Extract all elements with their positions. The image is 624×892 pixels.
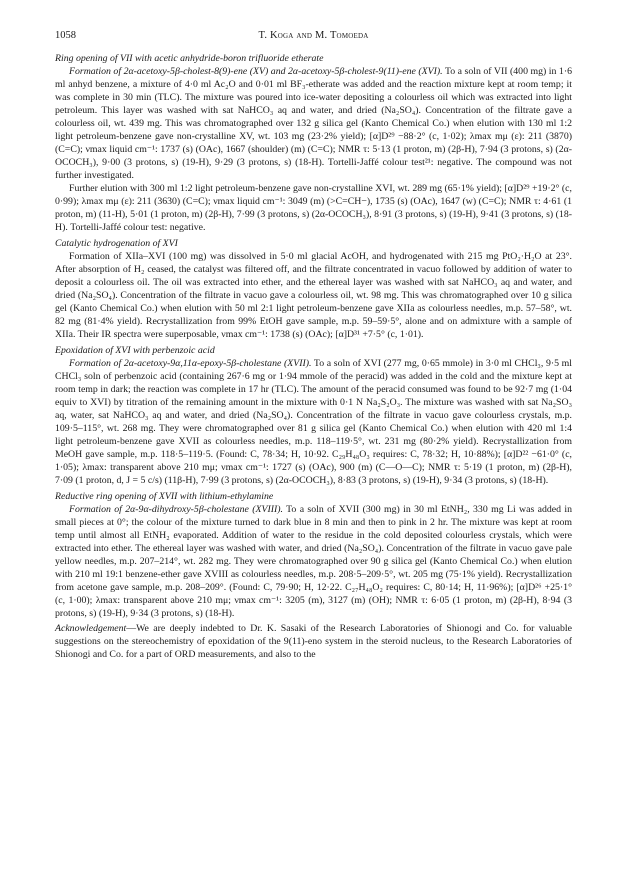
running-head [55,30,572,46]
acknowledgement [55,622,572,661]
section-title-hydrogenation: Catalytic hydrogenation of XVI [55,238,178,249]
page-number: 1058 [55,30,76,41]
running-head-authors: T. Koga and M. Tomoeda [258,30,369,41]
paragraph-lead: Formation of 2α-acetoxy-9α,11α-epoxy-5β-cholestane (XVII). [69,358,312,369]
paragraph-lead: Formation of 2α-9α-dihydroxy-5β-cholestane (XVIII). [69,504,283,515]
paragraph-epoxidation [55,357,572,487]
section-title-ring-opening: Ring opening of VII with acetic anhydride-boron trifluoride etherate [55,53,324,64]
paragraph-body: Further elution with 300 ml 1:2 light petroleum-benzene gave non-crystalline XVI, wt. 289 mg (65·1% yield); [α]D²⁹ +19·2° (c, 0·99); λmax mμ (ε): 211 (3630) (C=C); νmax liquid cm⁻¹: 3049 (m) (>C=CH−), 1735 (s) (OAc), 1647 (w) (C=C); NMR τ: 4·61 (1 proton, m) (11-H), 5·01 (1 proton, m) (2β-H), 7·99 (3 protons, s) (2α-OCOCH₃), 8·91 (3 protons, s) (19-H), 9·41 (3 protons, s) (18-H). Tortelli-Jaffé colour test: negative. [55,183,572,233]
paragraph-hydrogenation [55,250,572,341]
paragraph-body: Formation of XIIa–XVI (100 mg) was dissolved in 5·0 ml glacial AcOH, and hydrogenated with 215 mg PtO₂·H₂O at 23°. After absorption of H₂ ceased, the catalyst was filtered off, and the filtrate concentrated in vacuo followed by addition of water to deposit a colourless oil. The oil was extracted into ether, and the ethereal layer was washed with sat NaHCO₃ aq and water, and dried (Na₂SO₄). Concentration of the filtrate in vacuo gave a colourless oil, wt. 98 mg. This was chromatographed over 10 g silica gel (Kanto Chemical Co.) when elution with 50 ml 2:1 light petroleum-benzene gave XIIa as colourless needles, m.p. 57–58°, wt. 82 mg (81·4% yield). Recrystallization from 99% EtOH gave sample, m.p. 59–59·5°, alone and on admixture with a sample of XIIa. Their IR spectra were superposable, νmax cm⁻¹: 1738 (s) (OAc); [α]D³¹ +7·5° (c, 1·01). [55,251,572,340]
paragraph-xv-xvi [55,65,572,182]
section-title-epoxidation: Epoxidation of XVI with perbenzoic acid [55,345,215,356]
paragraph-body: To a soln of XVI (277 mg, 0·65 mmole) in 3·0 ml CHCl₃, 9·5 ml CHCl₃ soln of perbenzoic acid (containing 267·6 mg or 1·94 mmole of the peracid) was added in the cold and the mixture kept at room temp in dark; the reaction was complete in 17 hr (TLC). The amount of the peracid consumed was found to be 92·7 mg (1·04 equiv to XVI) by titration of the remaining amount in the mixture with 0·1 N Na₂S₂O₃. The mixture was washed with sat Na₂SO₃ aq, water, sat NaHCO₃ aq and water, and dried (Na₂SO₄). Concentration of the filtrate in vacuo gave colourless crystals, m.p. 109·5–115°, wt. 268 mg. They were chromatographed over 81 g silica gel (Kanto Chemical Co.) when elution with 420 ml 1:4 light petroleum-benzene gave XVII as colourless needles, m.p. 118–119·5°, wt. 231 mg (80·2% yield). Recrystallization from MeOH gave sample, m.p. 118·5–119·5. (Found: C, 78·34; H, 10·92. C₂₉H₄₈O₃ requires: C, 78·32; H, 10·88%); [α]D²² −61·0° (c, 1·05); λmax: transparent above 210 mμ; νmax cm⁻¹: 1727 (s) (OAc), 900 (m) (C—O—C); NMR τ: 5·19 (1 proton, m) (2β-H), 7·09 (1 proton, d, J = 5 c/s) (11β-H), 7·99 (3 protons, s) (2α-OCOCH₃), 8·83 (3 protons, s) (19-H), 9·34 (3 protons, s) (18-H). [55,358,572,486]
paragraph-lead: Formation of 2α-acetoxy-5β-cholest-8(9)-ene (XV) and 2α-acetoxy-5β-cholest-9(11)-ene (XVI). [69,66,443,77]
paragraph-body: To a soln of VII (400 mg) in 1·6 ml anhyd benzene, a mixture of 4·0 ml Ac₂O and 0·01 ml BF₃-etherate was added and the reaction mixture kept at room temp; it was complete in 30 min (TLC). The mixture was poured into ice-water depositing a colourless oil which was extracted into light petroleum. This layer was washed with sat NaHCO₃ aq and water, and dried (Na₂SO₄). Concentration of the filtrate gave a colourless oil, wt. 439 mg. This was chromatographed over 132 g silica gel (Kanto Chemical Co.) when elution with 130 ml 1:2 light petroleum-benzene gave non-crystalline XV, wt. 103 mg (23·2% yield); [α]D²⁹ −88·2° (c, 1·02); λmax mμ (ε): 211 (3870) (C=C); νmax liquid cm⁻¹: 1737 (s) (OAc), 1667 (shoulder) (m) (C=C); NMR τ: 5·13 (1 proton, m) (2β-H), 7·94 (3 protons, s) (2α-OCOCH₃), 9·00 (3 protons, s) (19-H), 9·29 (3 protons, s) (18-H). Tortelli-Jaffé colour test²¹: negative. The compound was not further investigated. [55,66,572,181]
paragraph-reductive-opening [55,503,572,620]
paragraph-xvi-elution [55,182,572,234]
acknowledgement-lead: Acknowledgement [55,623,127,634]
acknowledgement-body: —We are deeply indebted to Dr. K. Sasaki of the Research Laboratories of Shionogi and Co. for valuable suggestions on the stereochemistry of epoxidation of the 9(11)-eno system in the steroid nucleus, to the Research Laboratories of Shionogi and Co. for a part of ORD measurements, and also to the [55,623,572,660]
section-title-reductive-ring-opening: Reductive ring opening of XVII with lithium-ethylamine [55,491,274,502]
paragraph-body: To a soln of XVII (300 mg) in 30 ml EtNH₂, 330 mg Li was added in small pieces at 0°; the colour of the mixture turned to dark blue in 8 min and then to pink in 2 hr. The mixture was kept at room temp until almost all EtNH₂ evaporated. Addition of water to the residue in the cold deposited colourless crystals, which were extracted into ether. The ethereal layer was washed with water, and dried (Na₂SO₄). Concentration of the filtrate in vacuo gave pale yellow needles, m.p. 207–214°, wt. 282 mg. They were chromatographed over 90 g silica gel (Kanto Chemical Co.) when elution with 210 ml 19:1 benzene-ether gave XVIII as colourless needles, m.p. 208·5–209·5°, wt. 205 mg (75·1% yield). Recrystallization from acetone gave sample, m.p. 208–209°. (Found: C, 79·90; H, 12·22. C₂₇H₄₈O₂ requires: C, 80·14; H, 11·96%); [α]D²⁶ +25·1° (c, 1·00); λmax: transparent above 210 mμ; νmax cm⁻¹: 3205 (m), 3127 (m) (OH); NMR τ: 6·05 (1 proton, m) (2β-H), 8·94 (3 protons, s) (19-H), 9·34 (3 protons, s) (18-H). [55,504,572,619]
